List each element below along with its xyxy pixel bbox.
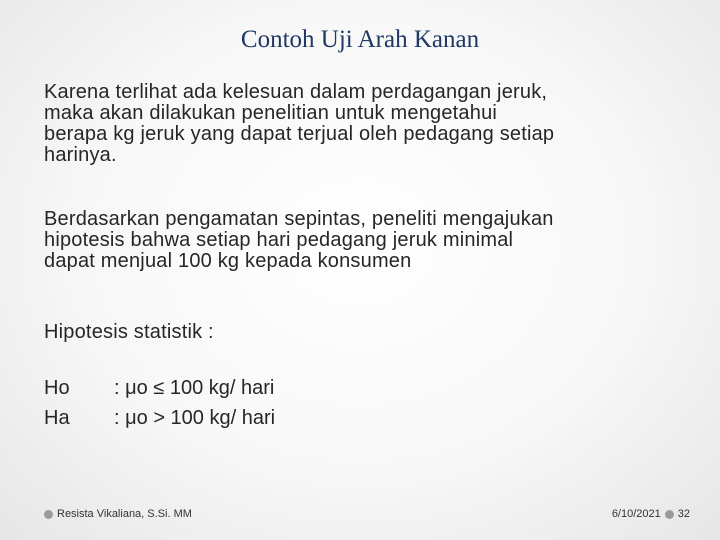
paragraph-line: harinya. <box>44 144 117 166</box>
paragraph-line: maka akan dilakukan penelitian untuk mengetahui <box>44 102 498 124</box>
slide-title: Contoh Uji Arah Kanan <box>240 26 480 53</box>
bullet-dot-icon <box>44 510 53 519</box>
hypothesis-null <box>44 373 275 403</box>
hypothesis-statement: : μo ≤ 100 kg/ hari <box>114 377 275 399</box>
paragraph-line: dapat menjual 100 kg kepada konsumen <box>44 250 412 272</box>
paragraph-line: berapa kg jeruk yang dapat terjual oleh pedagang setiap <box>44 123 555 145</box>
paragraph-context <box>44 82 694 166</box>
paragraph-line: Karena terlihat ada kelesuan dalam perdagangan jeruk, <box>44 81 548 103</box>
statistical-hypothesis-heading: Hipotesis statistik : <box>44 321 214 343</box>
footer-meta <box>612 508 690 520</box>
hypothesis-statement: : μo > 100 kg/ hari <box>114 407 276 429</box>
hypothesis-list <box>44 373 275 433</box>
footer-date: 6/10/2021 <box>611 508 661 520</box>
bullet-dot-icon <box>665 510 674 519</box>
page-number: 32 <box>677 508 690 520</box>
hypothesis-alternative <box>44 403 275 433</box>
footer-author <box>44 508 192 520</box>
hypothesis-label: Ha <box>44 407 70 429</box>
paragraph-line: Berdasarkan pengamatan sepintas, peneliti mengajukan <box>44 208 554 230</box>
paragraph-line: hipotesis bahwa setiap hari pedagang jeruk minimal <box>44 229 514 251</box>
paragraph-hypothesis-basis <box>44 209 694 272</box>
author-text: Resista Vikaliana, S.Si. MM <box>57 508 192 520</box>
hypothesis-label: Ho <box>44 377 70 399</box>
